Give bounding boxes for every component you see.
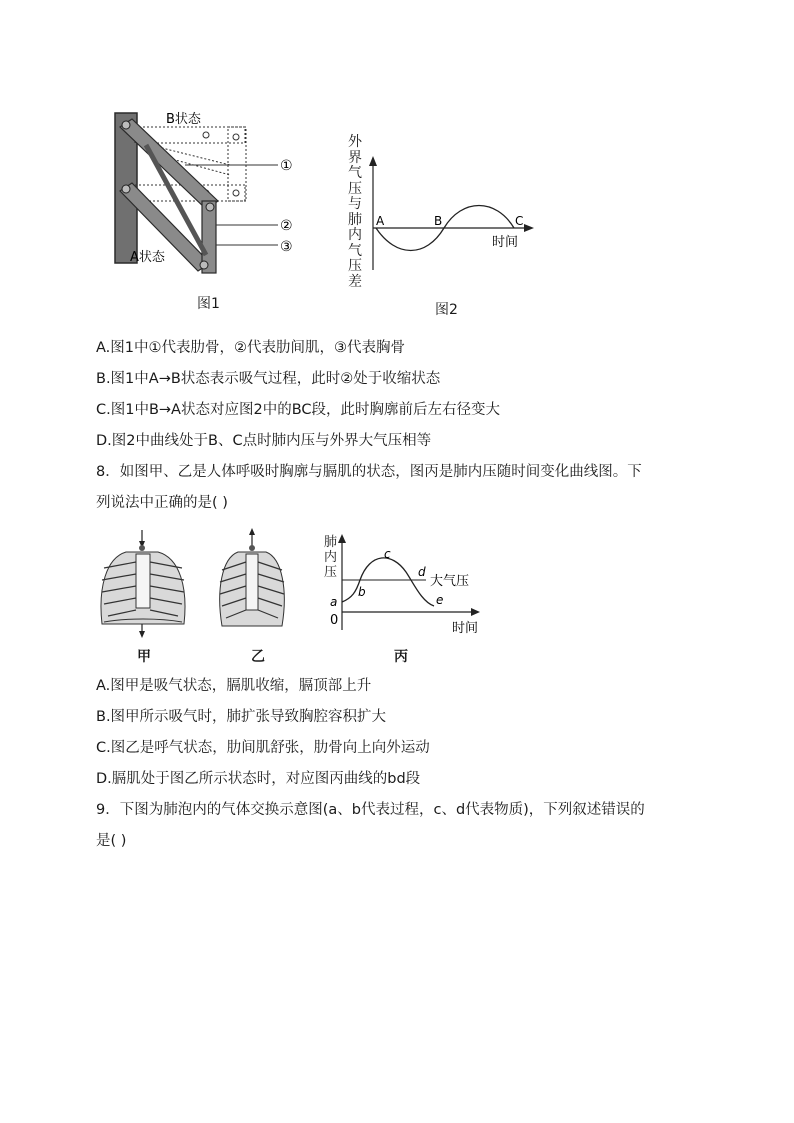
q9-stem-line1: 9．下图为肺泡内的气体交换示意图(a、b代表过程，c、d代表物质)，下列叙述错误的 <box>96 802 645 818</box>
bing-point-e: e <box>436 593 444 607</box>
fig2-caption: 图2 <box>435 302 458 318</box>
bing-y-label: 肺内压 <box>324 535 338 580</box>
bing-point-d: d <box>418 565 426 579</box>
figure-1-rib-model <box>110 105 310 285</box>
label-yi: 乙 <box>251 649 265 665</box>
fig1-b-state-label: B状态 <box>166 112 201 127</box>
q8-option-b: B.图甲所示吸气时，肺扩张导致胸腔容积扩大 <box>96 709 387 725</box>
figure-jia-thorax <box>96 528 196 640</box>
q8-stem-line1: 8．如图甲、乙是人体呼吸时胸廓与膈肌的状态，图丙是肺内压随时间变化曲线图。下 <box>96 464 642 480</box>
fig1-caption: 图1 <box>197 296 220 312</box>
label-bing: 丙 <box>394 649 408 665</box>
q8-option-a: A.图甲是吸气状态，膈肌收缩，膈顶部上升 <box>96 678 372 694</box>
q7-option-a: A.图1中①代表肋骨，②代表肋间肌，③代表胸骨 <box>96 340 405 356</box>
q8-option-c: C.图乙是呼气状态，肋间肌舒张，肋骨向上向外运动 <box>96 740 430 756</box>
figure-bing-pressure-graph <box>318 532 488 642</box>
q7-option-b: B.图1中A→B状态表示吸气过程，此时②处于收缩状态 <box>96 371 441 387</box>
fig2-point-b: B <box>434 214 443 228</box>
q8-stem-line2: 列说法中正确的是( ) <box>96 495 228 511</box>
q7-option-d: D.图2中曲线处于B、C点时肺内压与外界大气压相等 <box>96 433 432 449</box>
fig2-y-label: 外界气压与肺内气压差 <box>348 134 362 290</box>
fig1-marker-1: ① <box>280 158 293 174</box>
bing-point-a: a <box>330 595 338 609</box>
q8-option-d: D.膈肌处于图乙所示状态时，对应图丙曲线的bd段 <box>96 771 421 787</box>
figure-2-pressure-graph <box>340 130 540 290</box>
bing-x-label: 时间 <box>452 621 479 636</box>
bing-point-b: b <box>358 585 366 599</box>
fig2-x-label: 时间 <box>492 235 519 250</box>
fig1-a-state-label: A状态 <box>130 250 165 265</box>
bing-origin: 0 <box>330 613 339 628</box>
bing-atmos-label: 大气压 <box>430 574 470 589</box>
fig1-marker-2: ② <box>280 218 293 234</box>
fig2-point-a: A <box>376 214 385 228</box>
figure-yi-thorax <box>212 526 292 636</box>
q7-option-c: C.图1中B→A状态对应图2中的BC段，此时胸廓前后左右径变大 <box>96 402 501 418</box>
bing-point-c: c <box>384 547 391 561</box>
label-jia: 甲 <box>137 649 151 665</box>
q9-stem-line2: 是( ) <box>96 833 127 849</box>
fig1-marker-3: ③ <box>280 239 293 255</box>
fig2-point-c: C <box>515 214 524 228</box>
